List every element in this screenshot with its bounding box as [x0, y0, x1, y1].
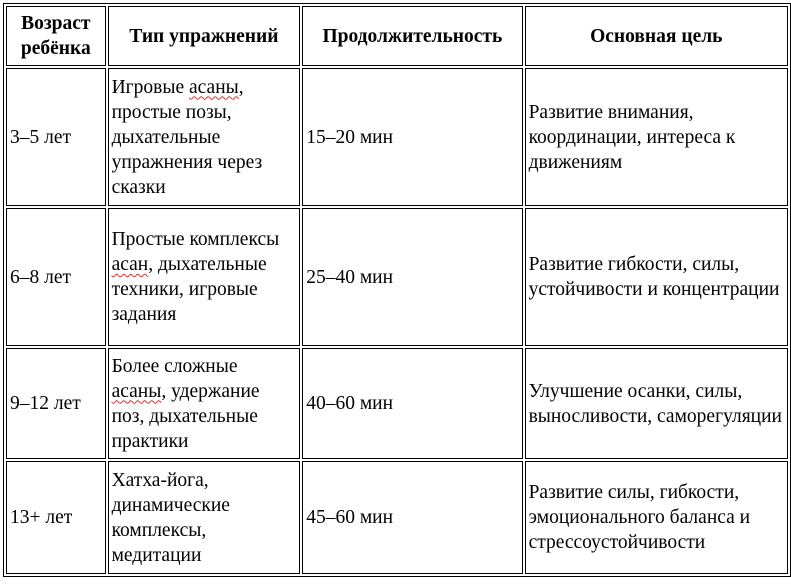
cell-duration: 40–60 мин	[302, 348, 522, 459]
header-age: Возраст ребёнка	[6, 6, 106, 66]
type-text-misspelled: асаны	[111, 380, 162, 402]
cell-duration: 15–20 мин	[302, 68, 522, 206]
cell-age: 9–12 лет	[6, 348, 106, 459]
type-text-misspelled: асан	[111, 254, 149, 275]
type-text: Хатха-йога, динамические комплексы, медитации	[111, 469, 230, 566]
cell-goal: Развитие внимания, координации, интереса к движениям	[525, 68, 788, 206]
type-text-misspelled: асаны	[188, 76, 239, 98]
cell-goal: Развитие силы, гибкости, эмоционального баланса и стрессоустойчивости	[525, 461, 788, 574]
cell-age: 13+ лет	[6, 461, 106, 574]
type-text: , удержание поз, дыхательные практики	[111, 380, 260, 452]
cell-goal: Улучшение осанки, силы, выносливости, саморегуляции	[525, 348, 788, 459]
yoga-table	[3, 3, 791, 577]
table-row	[6, 68, 788, 206]
cell-duration: 45–60 мин	[302, 461, 522, 574]
cell-type	[108, 208, 301, 346]
cell-age: 6–8 лет	[6, 208, 106, 346]
cell-type	[108, 461, 301, 574]
header-goal: Основная цель	[525, 6, 788, 66]
cell-age: 3–5 лет	[6, 68, 106, 206]
header-row	[6, 6, 788, 66]
cell-type	[108, 68, 301, 206]
type-text: , простые позы, дыхательные упражнения через сказки	[111, 76, 263, 198]
table-row	[6, 461, 788, 574]
cell-type	[108, 348, 301, 459]
header-type: Тип упражнений	[108, 6, 301, 66]
type-text: Игровые	[111, 76, 189, 98]
type-text: Более сложные	[111, 355, 238, 377]
type-text: , дыхательные техники, игровые задания	[111, 254, 267, 325]
cell-duration: 25–40 мин	[302, 208, 522, 346]
type-text: Простые комплексы	[111, 229, 280, 250]
table-row	[6, 208, 788, 346]
header-duration: Продолжительность	[302, 6, 522, 66]
table-row	[6, 348, 788, 459]
cell-goal: Развитие гибкости, силы, устойчивости и концентрации	[525, 208, 788, 346]
